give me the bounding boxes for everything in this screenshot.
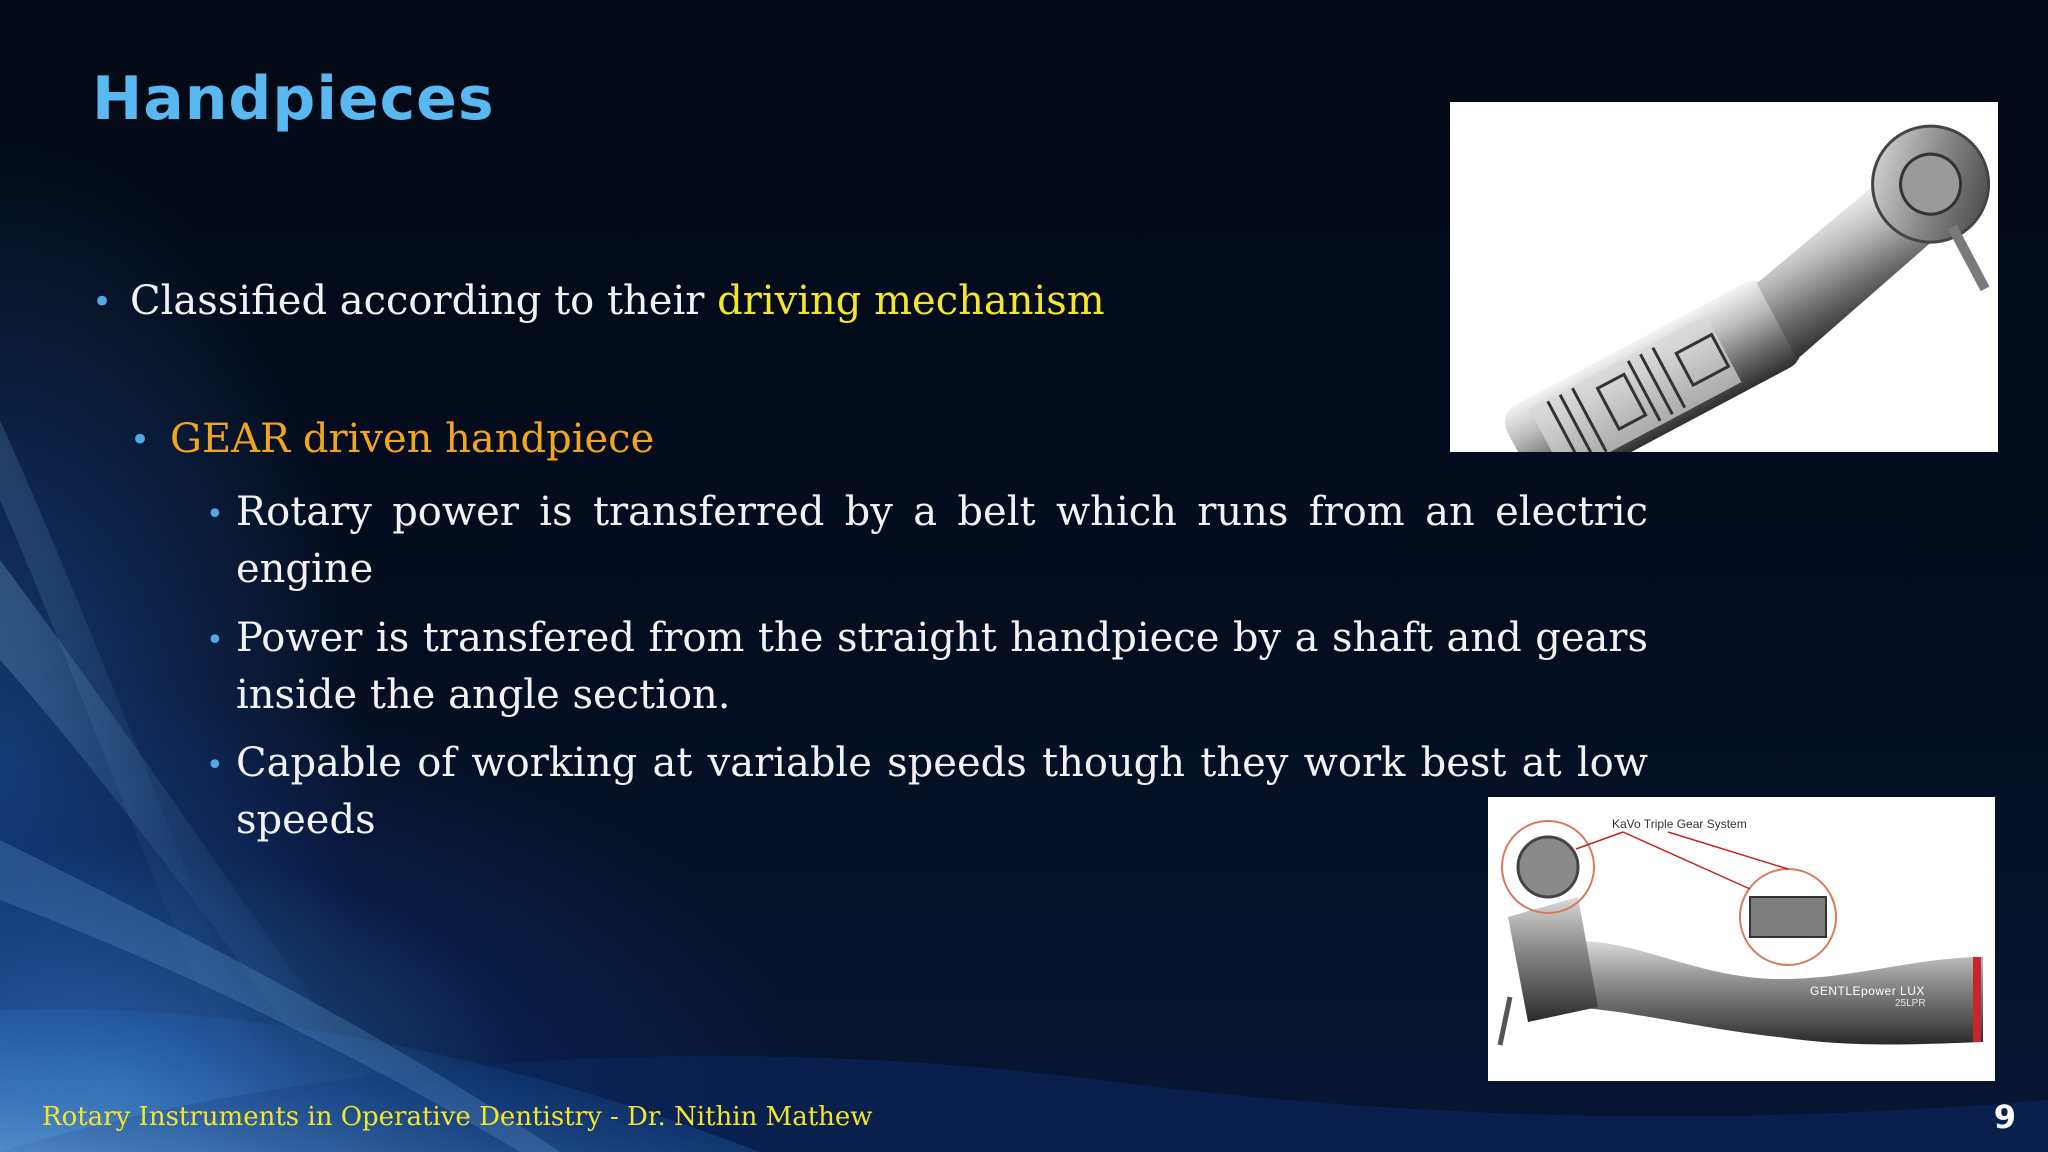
slide-footer: Rotary Instruments in Operative Dentistry - Dr. Nithin Mathew: [42, 1102, 873, 1132]
bullet-text: GEAR driven handpiece: [170, 416, 655, 462]
bullet-dot-icon: •: [206, 497, 224, 532]
sub-bullet-text: Rotary power is transferred by a belt which runs from an electric engine: [236, 489, 1648, 592]
bullet-dot-icon: •: [130, 420, 151, 460]
bullet-dot-icon: •: [206, 748, 224, 783]
bullet-dot-icon: •: [206, 623, 224, 658]
bullet-highlight: driving mechanism: [717, 278, 1105, 324]
bullet-text: [130, 278, 1105, 324]
kavo-handpiece-illustration: [1488, 797, 1995, 1081]
handpiece-model-label: 25LPR: [1895, 998, 1926, 1009]
slide-title: Handpieces: [92, 64, 495, 134]
handpiece-cutaway-illustration: [1450, 102, 1998, 452]
sub-bullet-text: Power is transfered from the straight handpiece by a shaft and gears inside the angle section.: [236, 615, 1648, 718]
page-number: 9: [1993, 1098, 2016, 1136]
handpiece-cutaway-image: [1450, 102, 1998, 452]
bullet-text-plain: Classified according to their: [130, 278, 718, 324]
image-caption: KaVo Triple Gear System: [1612, 817, 1747, 831]
sub-bullet-text: Capable of working at variable speeds though they work best at low speeds: [236, 740, 1648, 843]
handpiece-brand-label: GENTLEpower LUX: [1810, 984, 1925, 998]
kavo-gear-system-image: [1488, 797, 1995, 1081]
bullet-dot-icon: •: [92, 282, 113, 322]
